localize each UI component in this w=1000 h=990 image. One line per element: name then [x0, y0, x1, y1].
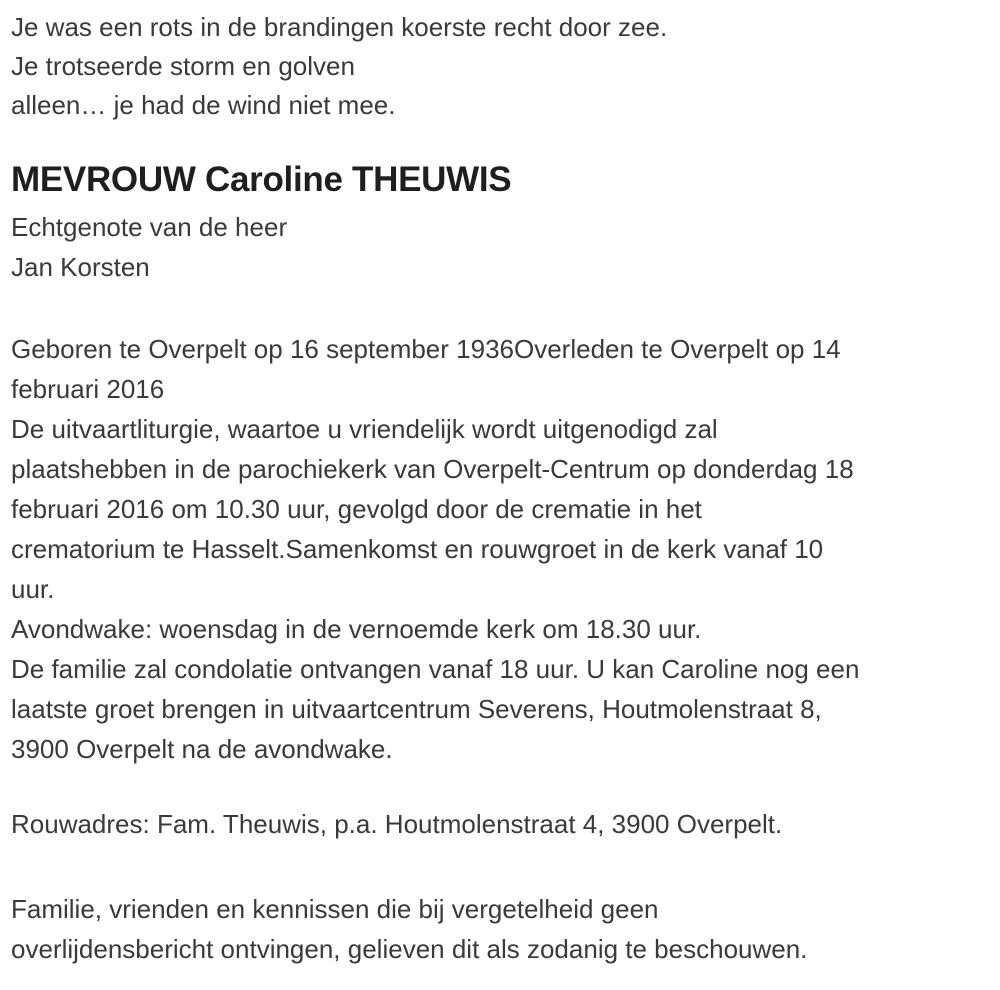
deceased-name-title: MEVROUW Caroline THEUWIS [11, 160, 512, 199]
announcement-line: uur. [11, 574, 55, 604]
poem-line: alleen… je had de wind niet mee. [11, 90, 396, 120]
poem-line: Je trotseerde storm en golven [11, 51, 355, 81]
announcement-line: plaatshebben in de parochiekerk van Overpelt-Centrum op donderdag 18 [11, 454, 854, 484]
funeral-announcement [11, 329, 988, 769]
notice-line: Familie, vrienden en kennissen die bij vergetelheid geen [11, 894, 659, 924]
poem-line: Je was een rots in de brandingen koerste recht door zee. [11, 12, 668, 42]
announcement-line: februari 2016 om 10.30 uur, gevolgd door de crematie in het [11, 494, 702, 524]
relation-line: Echtgenote van de heer [11, 212, 288, 242]
notice-line: overlijdensbericht ontvingen, gelieven dit als zodanig te beschouwen. [11, 934, 808, 964]
memorial-poem [11, 8, 988, 125]
announcement-line: Avondwake: woensdag in de vernoemde kerk om 18.30 uur. [11, 614, 702, 644]
forgetfulness-notice [11, 889, 988, 969]
announcement-line: crematorium te Hasselt.Samenkomst en rouwgroet in de kerk vanaf 10 [11, 534, 824, 564]
announcement-line: laatste groet brengen in uitvaartcentrum Severens, Houtmolenstraat 8, [11, 694, 822, 724]
announcement-line: De uitvaartliturgie, waartoe u vriendelijk wordt uitgenodigd zal [11, 414, 718, 444]
announcement-line: De familie zal condolatie ontvangen vanaf 18 uur. U kan Caroline nog een [11, 654, 860, 684]
relation-line: Jan Korsten [11, 252, 150, 282]
relation-block [11, 207, 988, 287]
announcement-line: 3900 Overpelt na de avondwake. [11, 734, 393, 764]
announcement-line: Geboren te Overpelt op 16 september 1936Overleden te Overpelt op 14 [11, 334, 841, 364]
announcement-line: februari 2016 [11, 374, 165, 404]
mourning-address: Rouwadres: Fam. Theuwis, p.a. Houtmolenstraat 4, 3900 Overpelt. [11, 809, 783, 839]
